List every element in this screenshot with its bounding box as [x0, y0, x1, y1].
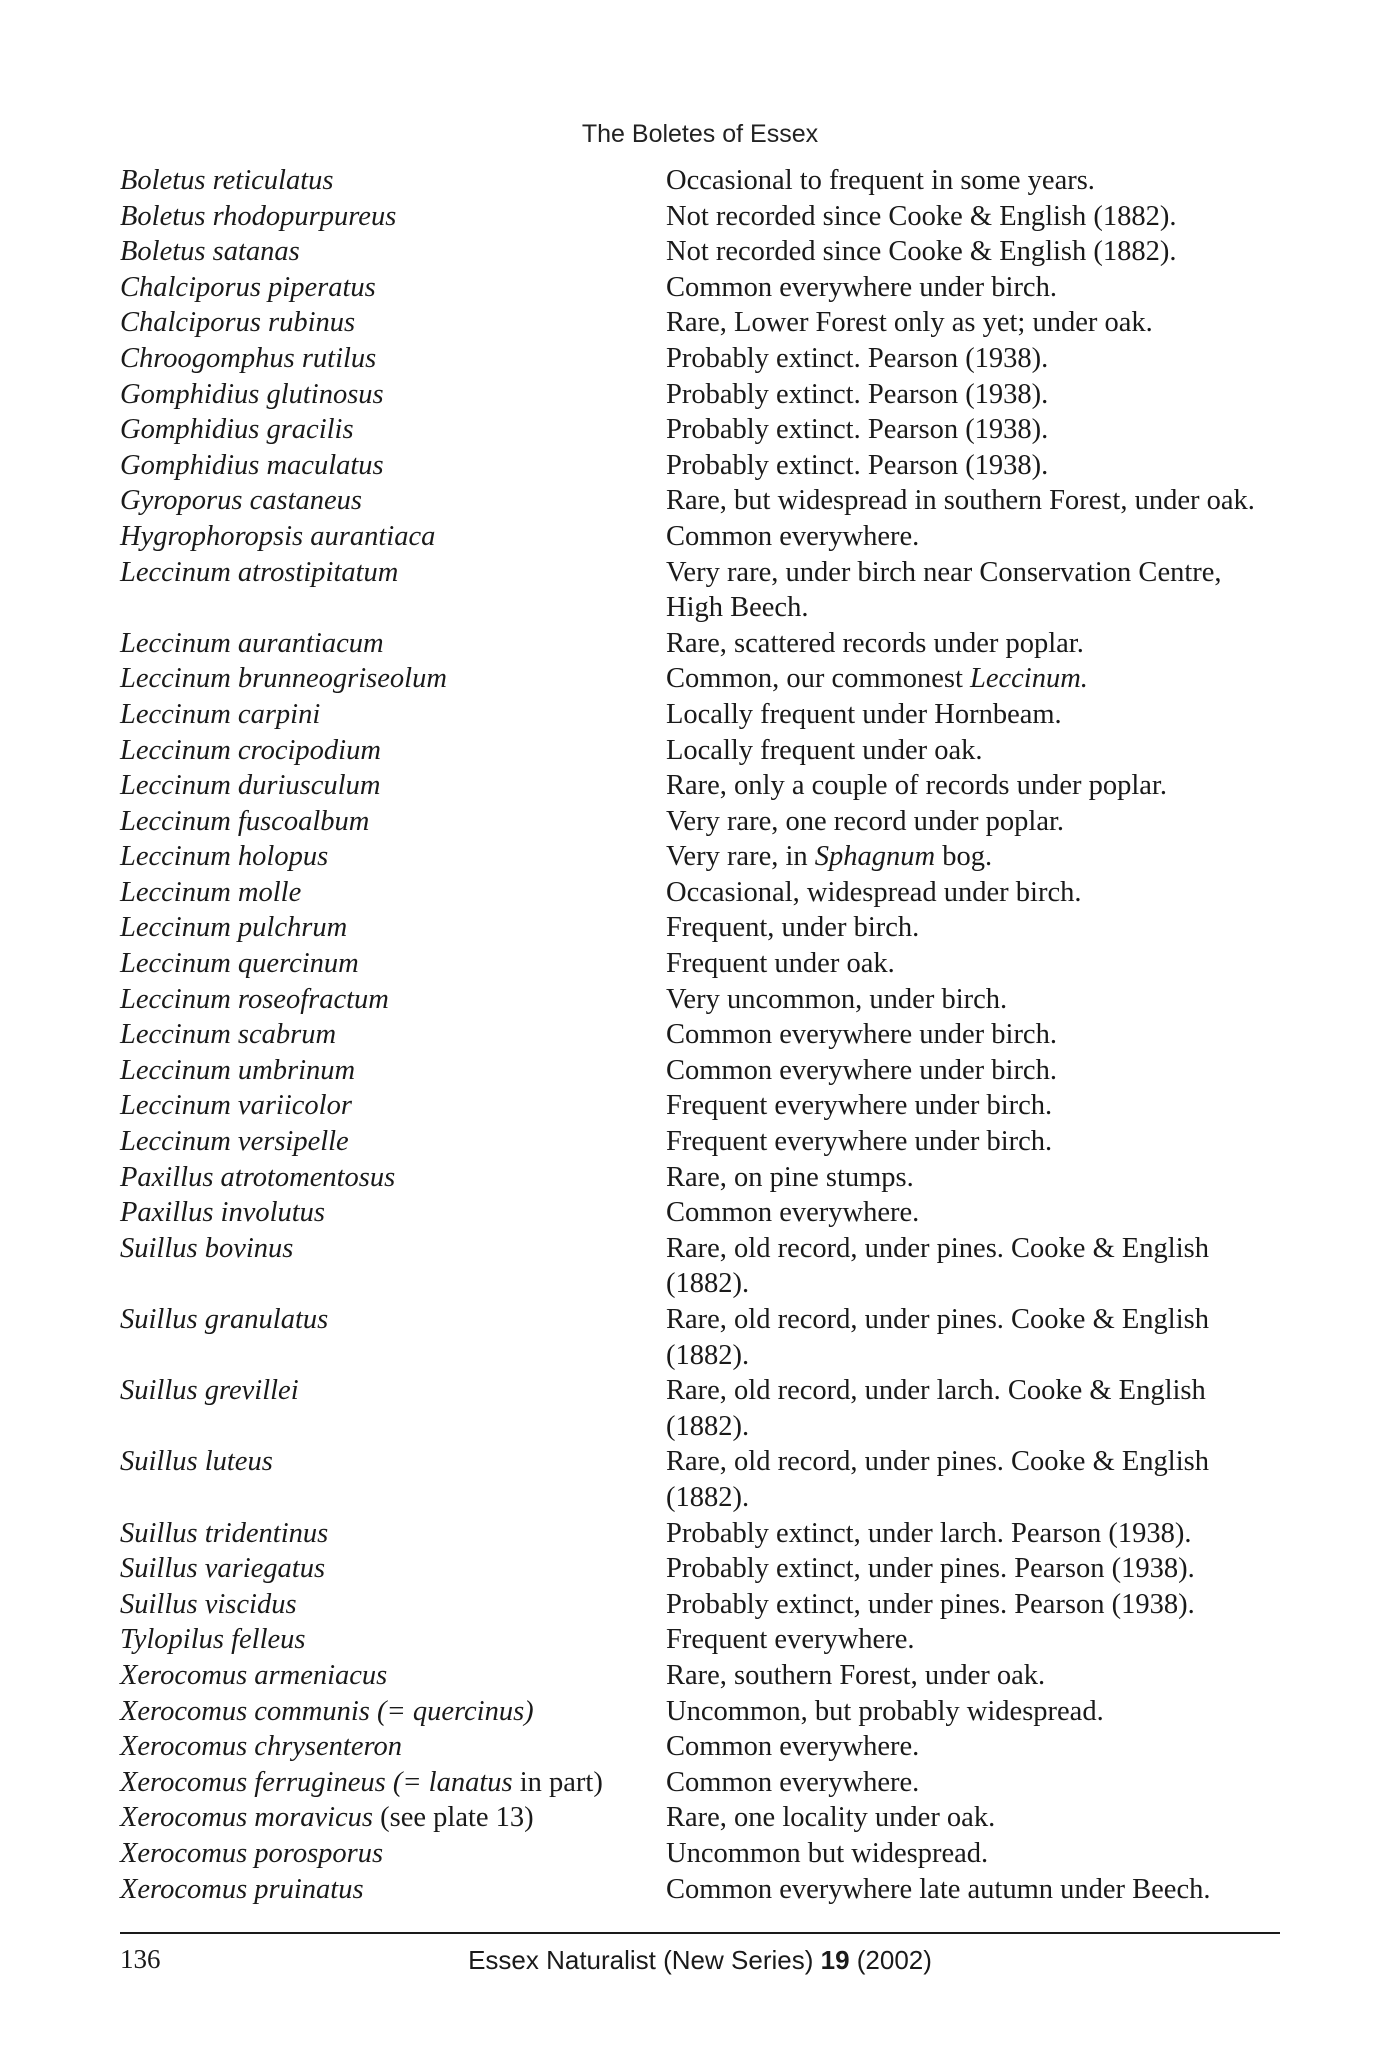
species-binomial: Suillus viscidus — [120, 1588, 297, 1620]
species-binomial: Leccinum atrostipitatum — [120, 556, 399, 588]
status-text: Not recorded since Cooke & English (1882). — [666, 200, 1177, 232]
species-name — [120, 1836, 666, 1872]
journal-year: (2002) — [849, 1945, 932, 1975]
species-status — [666, 1160, 1290, 1196]
species-binomial: Gomphidius glutinosus — [120, 378, 384, 410]
species-name — [120, 305, 666, 341]
species-status — [666, 341, 1290, 377]
species-binomial: Leccinum versipelle — [120, 1126, 349, 1158]
species-name — [120, 839, 666, 875]
species-status — [666, 1231, 1290, 1302]
species-name — [120, 1516, 666, 1552]
species-row — [120, 1800, 1290, 1836]
species-binomial: Suillus tridentinus — [120, 1517, 329, 1549]
species-name — [120, 1124, 666, 1160]
journal-volume: 19 — [820, 1945, 850, 1975]
species-status — [666, 305, 1290, 341]
status-text: Not recorded since Cooke & English (1882). — [666, 236, 1177, 268]
species-row — [120, 1516, 1290, 1552]
status-text: Common everywhere late autumn under Beech. — [666, 1873, 1211, 1905]
species-name — [120, 1694, 666, 1730]
species-status — [666, 1444, 1290, 1515]
status-text: Frequent under oak. — [666, 948, 895, 980]
species-status — [666, 1302, 1290, 1373]
species-binomial: Paxillus atrotomentosus — [120, 1161, 396, 1193]
species-status — [666, 626, 1290, 662]
journal-citation — [120, 1945, 1280, 1976]
species-binomial: Xerocomus chrysenteron — [120, 1731, 403, 1763]
status-text: Uncommon but widespread. — [666, 1837, 989, 1869]
species-binomial: Suillus variegatus — [120, 1553, 326, 1585]
species-name — [120, 804, 666, 840]
status-text: Rare, Lower Forest only as yet; under oak. — [666, 307, 1153, 339]
species-status — [666, 1017, 1290, 1053]
status-text: Common everywhere. — [666, 1197, 920, 1229]
species-status — [666, 1587, 1290, 1623]
species-name — [120, 982, 666, 1018]
species-binomial: Leccinum pulchrum — [120, 912, 348, 944]
species-name — [120, 1658, 666, 1694]
status-text: Locally frequent under Hornbeam. — [666, 698, 1062, 730]
species-binomial: Leccinum aurantiacum — [120, 627, 384, 659]
status-text: Occasional, widespread under birch. — [666, 876, 1082, 908]
species-row — [120, 626, 1290, 662]
status-text-continued: (1882). — [666, 1410, 750, 1442]
species-row — [120, 163, 1290, 199]
species-row — [120, 1160, 1290, 1196]
species-binomial: Leccinum scabrum — [120, 1019, 337, 1051]
species-status — [666, 1836, 1290, 1872]
species-binomial: Suillus granulatus — [120, 1304, 329, 1335]
species-status — [666, 1658, 1290, 1694]
status-text: Common everywhere under birch. — [666, 1054, 1057, 1086]
species-name — [120, 163, 666, 199]
species-row — [120, 1017, 1290, 1053]
status-text: Probably extinct, under pines. Pearson (1938). — [666, 1588, 1195, 1620]
species-binomial: Leccinum crocipodium — [120, 734, 381, 766]
species-status — [666, 804, 1290, 840]
species-name — [120, 910, 666, 946]
species-binomial: Leccinum quercinum — [120, 948, 359, 980]
species-status — [666, 839, 1290, 875]
species-row — [120, 804, 1290, 840]
species-binomial: Hygrophoropsis aurantiaca — [120, 520, 436, 552]
species-status — [666, 875, 1290, 911]
species-row — [120, 1658, 1290, 1694]
status-text: Probably extinct. Pearson (1938). — [666, 342, 1049, 374]
species-status — [666, 910, 1290, 946]
species-row — [120, 1729, 1290, 1765]
species-row — [120, 483, 1290, 519]
page-footer — [120, 1944, 1280, 1980]
species-row — [120, 1836, 1290, 1872]
species-name — [120, 377, 666, 413]
status-text: Common, our commonest — [666, 663, 970, 695]
species-name — [120, 1729, 666, 1765]
species-name — [120, 1373, 666, 1444]
species-name — [120, 1444, 666, 1515]
species-binomial: Leccinum brunneogriseolum — [120, 663, 447, 695]
species-status — [666, 1765, 1290, 1801]
species-status — [666, 1800, 1290, 1836]
species-binomial: Gyroporus castaneus — [120, 485, 362, 517]
status-text: Probably extinct. Pearson (1938). — [666, 449, 1049, 481]
species-row — [120, 1587, 1290, 1623]
species-status — [666, 483, 1290, 519]
status-text: Rare, on pine stumps. — [666, 1161, 914, 1193]
species-name — [120, 768, 666, 804]
species-row — [120, 1088, 1290, 1124]
species-binomial: Paxillus involutus — [120, 1197, 326, 1229]
species-name — [120, 1765, 666, 1801]
species-binomial: Boletus satanas — [120, 236, 300, 268]
status-text: Probably extinct. Pearson (1938). — [666, 414, 1049, 446]
species-binomial: Xerocomus ferrugineus (= lanatus — [120, 1766, 513, 1798]
species-row — [120, 697, 1290, 733]
species-status — [666, 1694, 1290, 1730]
species-name — [120, 733, 666, 769]
status-text: Rare, southern Forest, under oak. — [666, 1659, 1046, 1691]
species-row — [120, 1373, 1290, 1444]
species-binomial: Chalciporus rubinus — [120, 307, 356, 339]
footer-rule — [120, 1932, 1280, 1934]
species-binomial: Suillus bovinus — [120, 1232, 294, 1264]
species-name — [120, 1231, 666, 1302]
species-name — [120, 1195, 666, 1231]
species-status — [666, 1729, 1290, 1765]
species-row — [120, 661, 1290, 697]
species-row — [120, 1444, 1290, 1515]
status-text: Common everywhere. — [666, 1766, 920, 1798]
species-status — [666, 661, 1290, 697]
species-binomial: Gomphidius gracilis — [120, 414, 354, 446]
species-row — [120, 1872, 1290, 1908]
species-binomial: Xerocomus porosporus — [120, 1837, 384, 1869]
species-row — [120, 1302, 1290, 1373]
species-name — [120, 661, 666, 697]
status-text: Frequent everywhere under birch. — [666, 1126, 1053, 1158]
species-row — [120, 1551, 1290, 1587]
species-name — [120, 234, 666, 270]
species-row — [120, 982, 1290, 1018]
species-binomial: Leccinum molle — [120, 876, 302, 908]
species-status — [666, 270, 1290, 306]
species-status — [666, 1195, 1290, 1231]
species-binomial: Leccinum holopus — [120, 841, 329, 873]
species-name — [120, 1302, 666, 1373]
species-name — [120, 483, 666, 519]
species-status — [666, 519, 1290, 555]
species-binomial: Xerocomus communis (= quercinus) — [120, 1695, 534, 1727]
species-binomial: Suillus grevillei — [120, 1375, 299, 1407]
species-status — [666, 1622, 1290, 1658]
species-name — [120, 697, 666, 733]
status-text: Very rare, in — [666, 841, 815, 873]
status-text: Common everywhere. — [666, 520, 920, 552]
species-name — [120, 1622, 666, 1658]
species-row — [120, 305, 1290, 341]
species-binomial: Leccinum roseofractum — [120, 983, 389, 1015]
species-binomial: Chroogomphus rutilus — [120, 342, 377, 374]
species-row — [120, 448, 1290, 484]
species-status — [666, 412, 1290, 448]
running-title: The Boletes of Essex — [581, 120, 819, 148]
species-name — [120, 1800, 666, 1836]
status-text: Probably extinct. Pearson (1938). — [666, 378, 1049, 410]
species-row — [120, 875, 1290, 911]
status-text: Common everywhere under birch. — [666, 271, 1057, 303]
species-status — [666, 1088, 1290, 1124]
status-genus: Leccinum. — [969, 663, 1088, 695]
species-binomial: Leccinum carpini — [120, 698, 321, 730]
species-row — [120, 1195, 1290, 1231]
species-name — [120, 341, 666, 377]
species-status — [666, 448, 1290, 484]
species-row — [120, 519, 1290, 555]
species-binomial: Gomphidius maculatus — [120, 449, 384, 481]
species-name — [120, 519, 666, 555]
species-row — [120, 910, 1290, 946]
species-name — [120, 875, 666, 911]
species-status — [666, 1053, 1290, 1089]
species-row — [120, 1694, 1290, 1730]
species-name — [120, 555, 666, 626]
species-status — [666, 946, 1290, 982]
species-binomial: Xerocomus pruinatus — [120, 1873, 364, 1905]
status-text: Rare, one locality under oak. — [666, 1802, 996, 1834]
species-row — [120, 1622, 1290, 1658]
species-name — [120, 1872, 666, 1908]
species-name — [120, 626, 666, 662]
species-name — [120, 1053, 666, 1089]
species-row — [120, 733, 1290, 769]
species-status — [666, 1551, 1290, 1587]
species-row — [120, 946, 1290, 982]
species-status — [666, 1872, 1290, 1908]
species-binomial: Xerocomus moravicus — [120, 1802, 374, 1834]
species-status — [666, 377, 1290, 413]
status-text: Rare, only a couple of records under poplar. — [666, 770, 1167, 802]
species-binomial: Chalciporus piperatus — [120, 271, 376, 303]
species-row — [120, 341, 1290, 377]
status-text: Very rare, under birch near Conservation Centre, — [666, 556, 1222, 588]
species-binomial: Xerocomus armeniacus — [120, 1659, 388, 1691]
species-binomial: Boletus rhodopurpureus — [120, 200, 397, 232]
status-text: Common everywhere. — [666, 1731, 920, 1763]
page-number: 136 — [120, 1944, 161, 1974]
species-status — [666, 199, 1290, 235]
status-text-continued: (1882). — [666, 1339, 750, 1371]
status-text: Frequent, under birch. — [666, 912, 920, 944]
species-status — [666, 163, 1290, 199]
status-text: Rare, but widespread in southern Forest, under oak. — [666, 485, 1255, 517]
species-binomial: Tylopilus felleus — [120, 1624, 306, 1656]
species-status — [666, 555, 1290, 626]
species-status — [666, 768, 1290, 804]
species-name — [120, 1088, 666, 1124]
species-row — [120, 1765, 1290, 1801]
species-status — [666, 982, 1290, 1018]
species-row — [120, 199, 1290, 235]
status-text: Occasional to frequent in some years. — [666, 165, 1095, 196]
species-row — [120, 234, 1290, 270]
species-name — [120, 1017, 666, 1053]
status-text: Probably extinct, under pines. Pearson (1938). — [666, 1553, 1195, 1585]
species-name — [120, 1160, 666, 1196]
species-binomial: Leccinum duriusculum — [120, 770, 381, 802]
status-text-tail: bog. — [935, 841, 993, 873]
species-table — [120, 163, 1290, 1907]
species-name — [120, 270, 666, 306]
species-row — [120, 377, 1290, 413]
species-status — [666, 1373, 1290, 1444]
status-text-continued: (1882). — [666, 1268, 750, 1300]
species-status — [666, 697, 1290, 733]
species-row — [120, 839, 1290, 875]
species-status — [666, 1516, 1290, 1552]
species-binomial: Leccinum variicolor — [120, 1090, 352, 1122]
journal-title: Essex Naturalist (New Series) — [468, 1945, 821, 1975]
species-row — [120, 555, 1290, 626]
status-text: Very uncommon, under birch. — [666, 983, 1008, 1015]
status-text-continued: (1882). — [666, 1481, 750, 1513]
status-text: Rare, scattered records under poplar. — [666, 627, 1084, 659]
status-text: Probably extinct, under larch. Pearson (1938). — [666, 1517, 1192, 1549]
species-binomial: Leccinum umbrinum — [120, 1054, 356, 1086]
species-binomial: Suillus luteus — [120, 1446, 273, 1478]
status-text: Rare, old record, under larch. Cooke & English — [666, 1375, 1206, 1407]
species-name — [120, 1551, 666, 1587]
species-row — [120, 1053, 1290, 1089]
species-row — [120, 768, 1290, 804]
species-row — [120, 1124, 1290, 1160]
species-status — [666, 1124, 1290, 1160]
status-genus: Sphagnum — [814, 841, 936, 873]
species-row — [120, 270, 1290, 306]
species-name — [120, 1587, 666, 1623]
species-binomial: Leccinum fuscoalbum — [120, 805, 370, 837]
status-text: Rare, old record, under pines. Cooke & English — [666, 1446, 1209, 1478]
status-text: Very rare, one record under poplar. — [666, 805, 1065, 837]
species-row — [120, 412, 1290, 448]
status-text: Frequent everywhere. — [666, 1624, 915, 1656]
species-name — [120, 199, 666, 235]
status-text: Locally frequent under oak. — [666, 734, 983, 766]
status-text-continued: High Beech. — [666, 592, 809, 624]
status-text: Rare, old record, under pines. Cooke & English — [666, 1232, 1209, 1264]
status-text: Uncommon, but probably widespread. — [666, 1695, 1104, 1727]
species-name-note: in part) — [512, 1766, 603, 1798]
status-text: Common everywhere under birch. — [666, 1019, 1057, 1051]
species-row — [120, 1231, 1290, 1302]
status-text: Frequent everywhere under birch. — [666, 1090, 1053, 1122]
species-status — [666, 234, 1290, 270]
species-name — [120, 448, 666, 484]
species-name-note: (see plate 13) — [373, 1802, 534, 1834]
species-name — [120, 412, 666, 448]
species-name — [120, 946, 666, 982]
species-status — [666, 733, 1290, 769]
species-binomial: Boletus reticulatus — [120, 165, 334, 196]
status-text: Rare, old record, under pines. Cooke & English — [666, 1304, 1209, 1335]
